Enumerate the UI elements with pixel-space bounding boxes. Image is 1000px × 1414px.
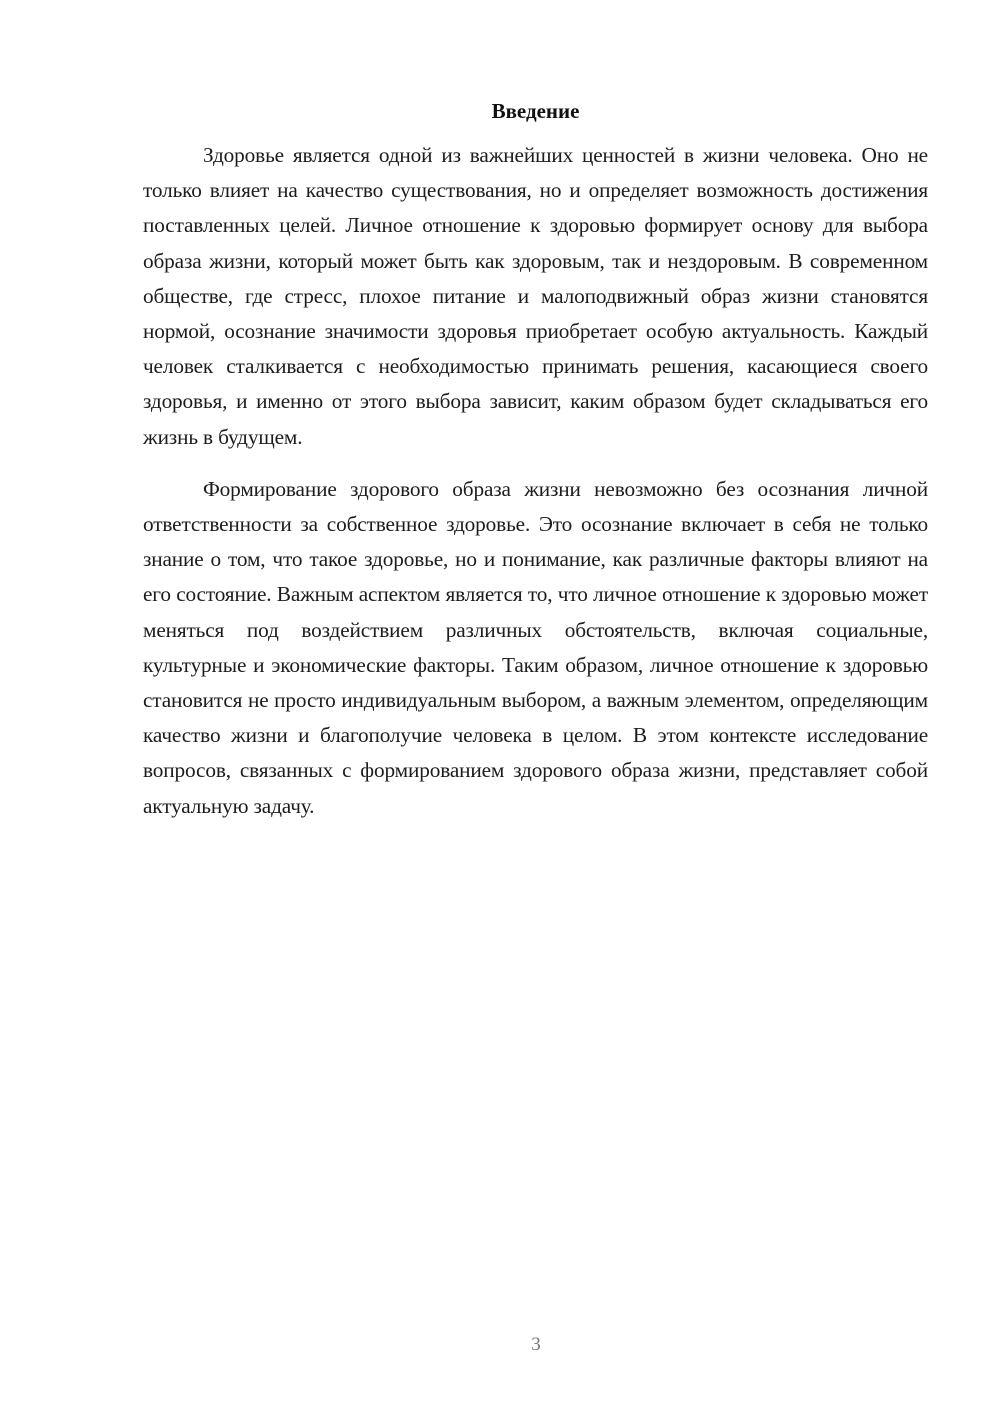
paragraph-2: Формирование здорового образа жизни невозможно без осознания личной ответственности за собственное здоровье. Это осознание включает в себя не только знание о том, что такое здоровье, но и понимание, как различные факторы влияют на его состояние. Важным аспектом является то, что личное отношение к здоровью может меняться под воздействием различных обстоятельств, включая социальные, культурные и экономические факторы. Таким образом, личное отношение к здоровью становится не просто индивидуальным выбором, а важным элементом, определяющим качество жизни и благополучие человека в целом. В этом контексте исследование вопросов, связанных с формированием здорового образа жизни, представляет собой актуальную задачу. (143, 476, 928, 818)
page-content (143, 96, 928, 841)
page-number: 3 (531, 1334, 541, 1355)
section-title: Введение (491, 99, 580, 123)
paragraph-1: Здоровье является одной из важнейших ценностей в жизни человека. Оно не только влияет на качество существования, но и определяет возможность достижения поставленных целей. Личное отношение к здоровью формирует основу для выбора образа жизни, который может быть как здоровым, так и нездоровым. В современном обществе, где стресс, плохое питание и малоподвижный образ жизни становятся нормой, осознание значимости здоровья приобретает особую актуальность. Каждый человек сталкивается с необходимостью принимать решения, касающиеся своего здоровья, и именно от этого выбора зависит, каким образом будет складываться его жизнь в будущем. (143, 143, 928, 449)
